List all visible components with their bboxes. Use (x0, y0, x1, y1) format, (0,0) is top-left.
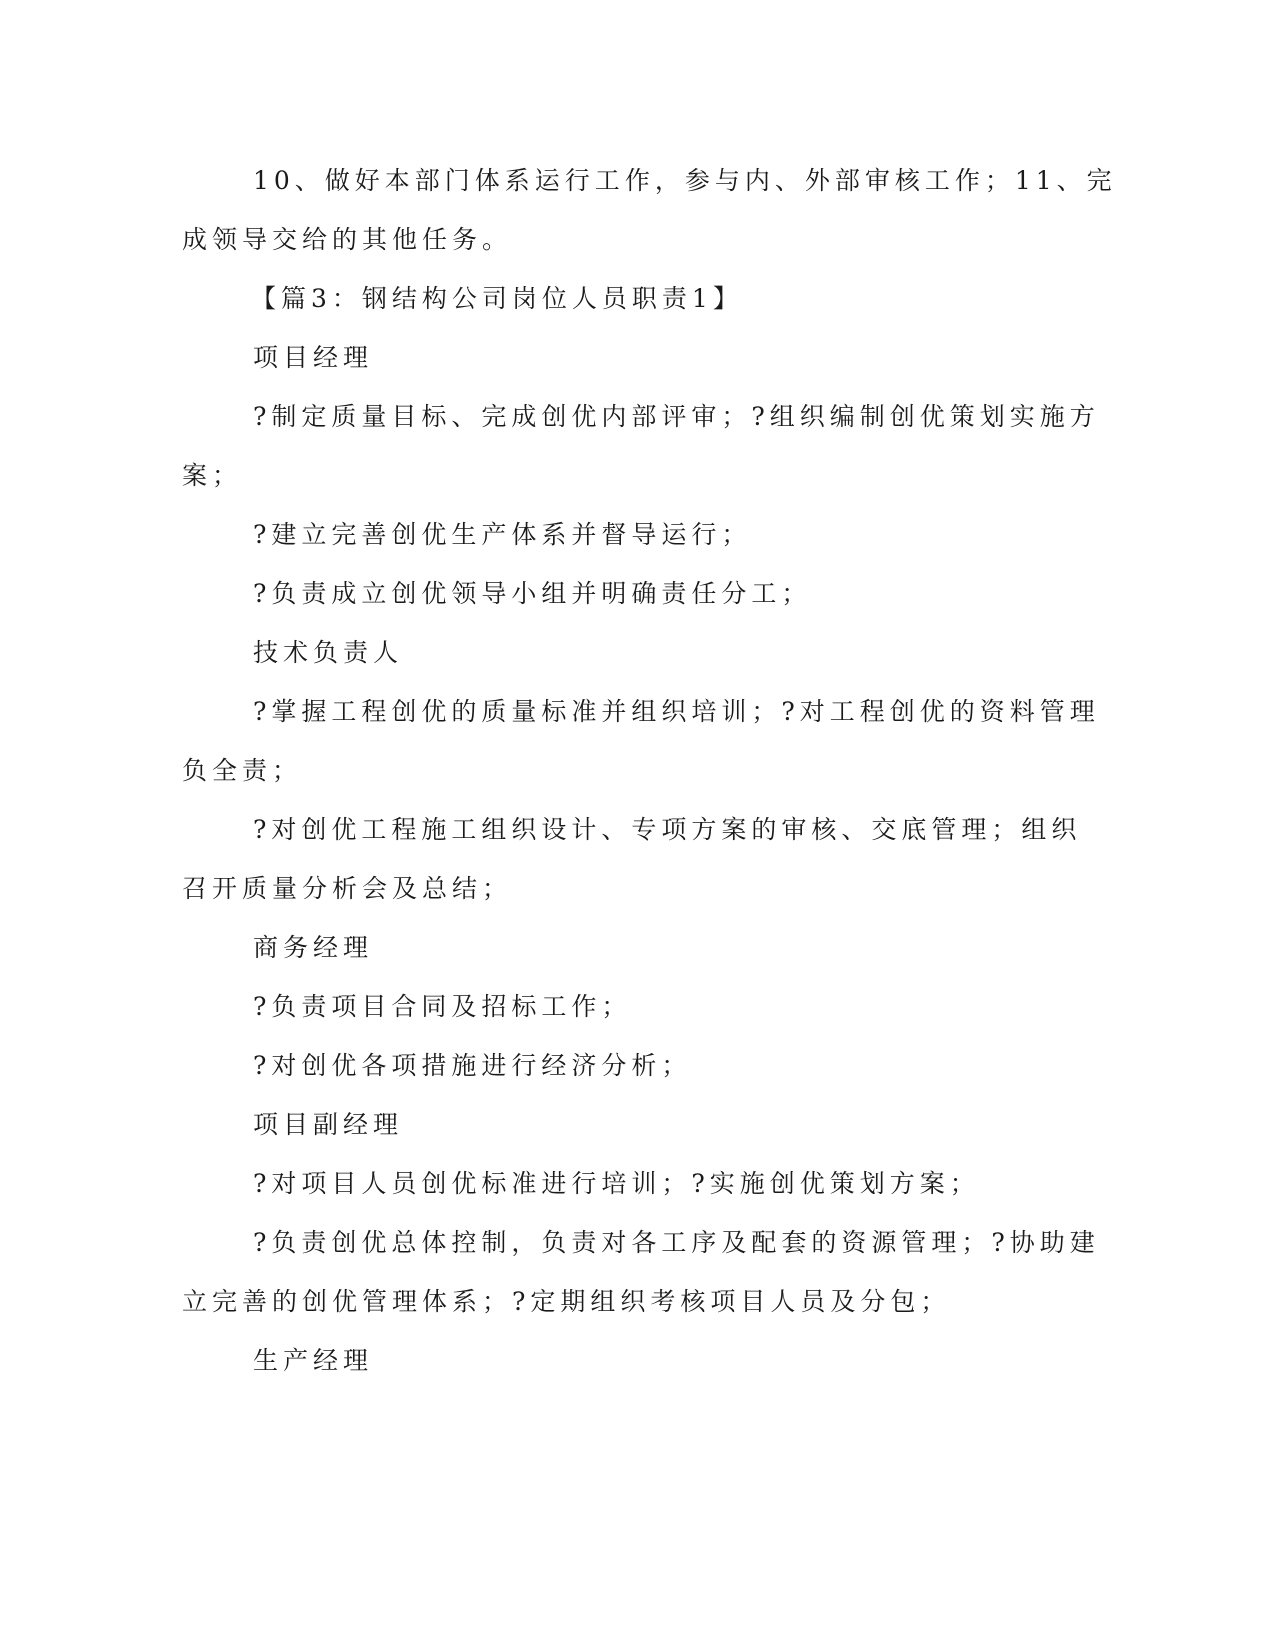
role-heading: 商务经理 (253, 933, 374, 962)
paragraph-line: ?负责成立创优领导小组并明确责任分工； (253, 579, 812, 608)
role-heading: 项目经理 (253, 343, 374, 372)
paragraph-line: 负全责； (182, 756, 303, 785)
paragraph-line: ?对创优各项措施进行经济分析； (253, 1051, 692, 1080)
section-heading: 【篇3：钢结构公司岗位人员职责1】 (251, 284, 743, 313)
paragraph-line: 案； (182, 461, 243, 490)
paragraph-line: ?负责创优总体控制，负责对各工序及配套的资源管理；?协助建 (253, 1228, 1100, 1257)
role-heading: 项目副经理 (253, 1110, 404, 1139)
paragraph-line: ?负责项目合同及招标工作； (253, 992, 632, 1021)
paragraph-line: 成领导交给的其他任务。 (182, 225, 513, 254)
role-heading: 技术负责人 (253, 638, 404, 667)
paragraph-line: ?制定质量目标、完成创优内部评审；?组织编制创优策划实施方 (253, 402, 1100, 431)
role-heading: 生产经理 (253, 1346, 374, 1375)
paragraph-line: ?建立完善创优生产体系并督导运行； (253, 520, 752, 549)
paragraph-line: ?掌握工程创优的质量标准并组织培训；?对工程创优的资料管理 (253, 697, 1100, 726)
paragraph-line: 立完善的创优管理体系；?定期组织考核项目人员及分包； (182, 1287, 951, 1316)
paragraph-line: 10、做好本部门体系运行工作，参与内、外部审核工作；11、完 (253, 166, 1117, 195)
paragraph-line: ?对项目人员创优标准进行培训；?实施创优策划方案； (253, 1169, 980, 1198)
paragraph-line: ?对创优工程施工组织设计、专项方案的审核、交底管理；组织 (253, 815, 1082, 844)
paragraph-line: 召开质量分析会及总结； (182, 874, 513, 903)
